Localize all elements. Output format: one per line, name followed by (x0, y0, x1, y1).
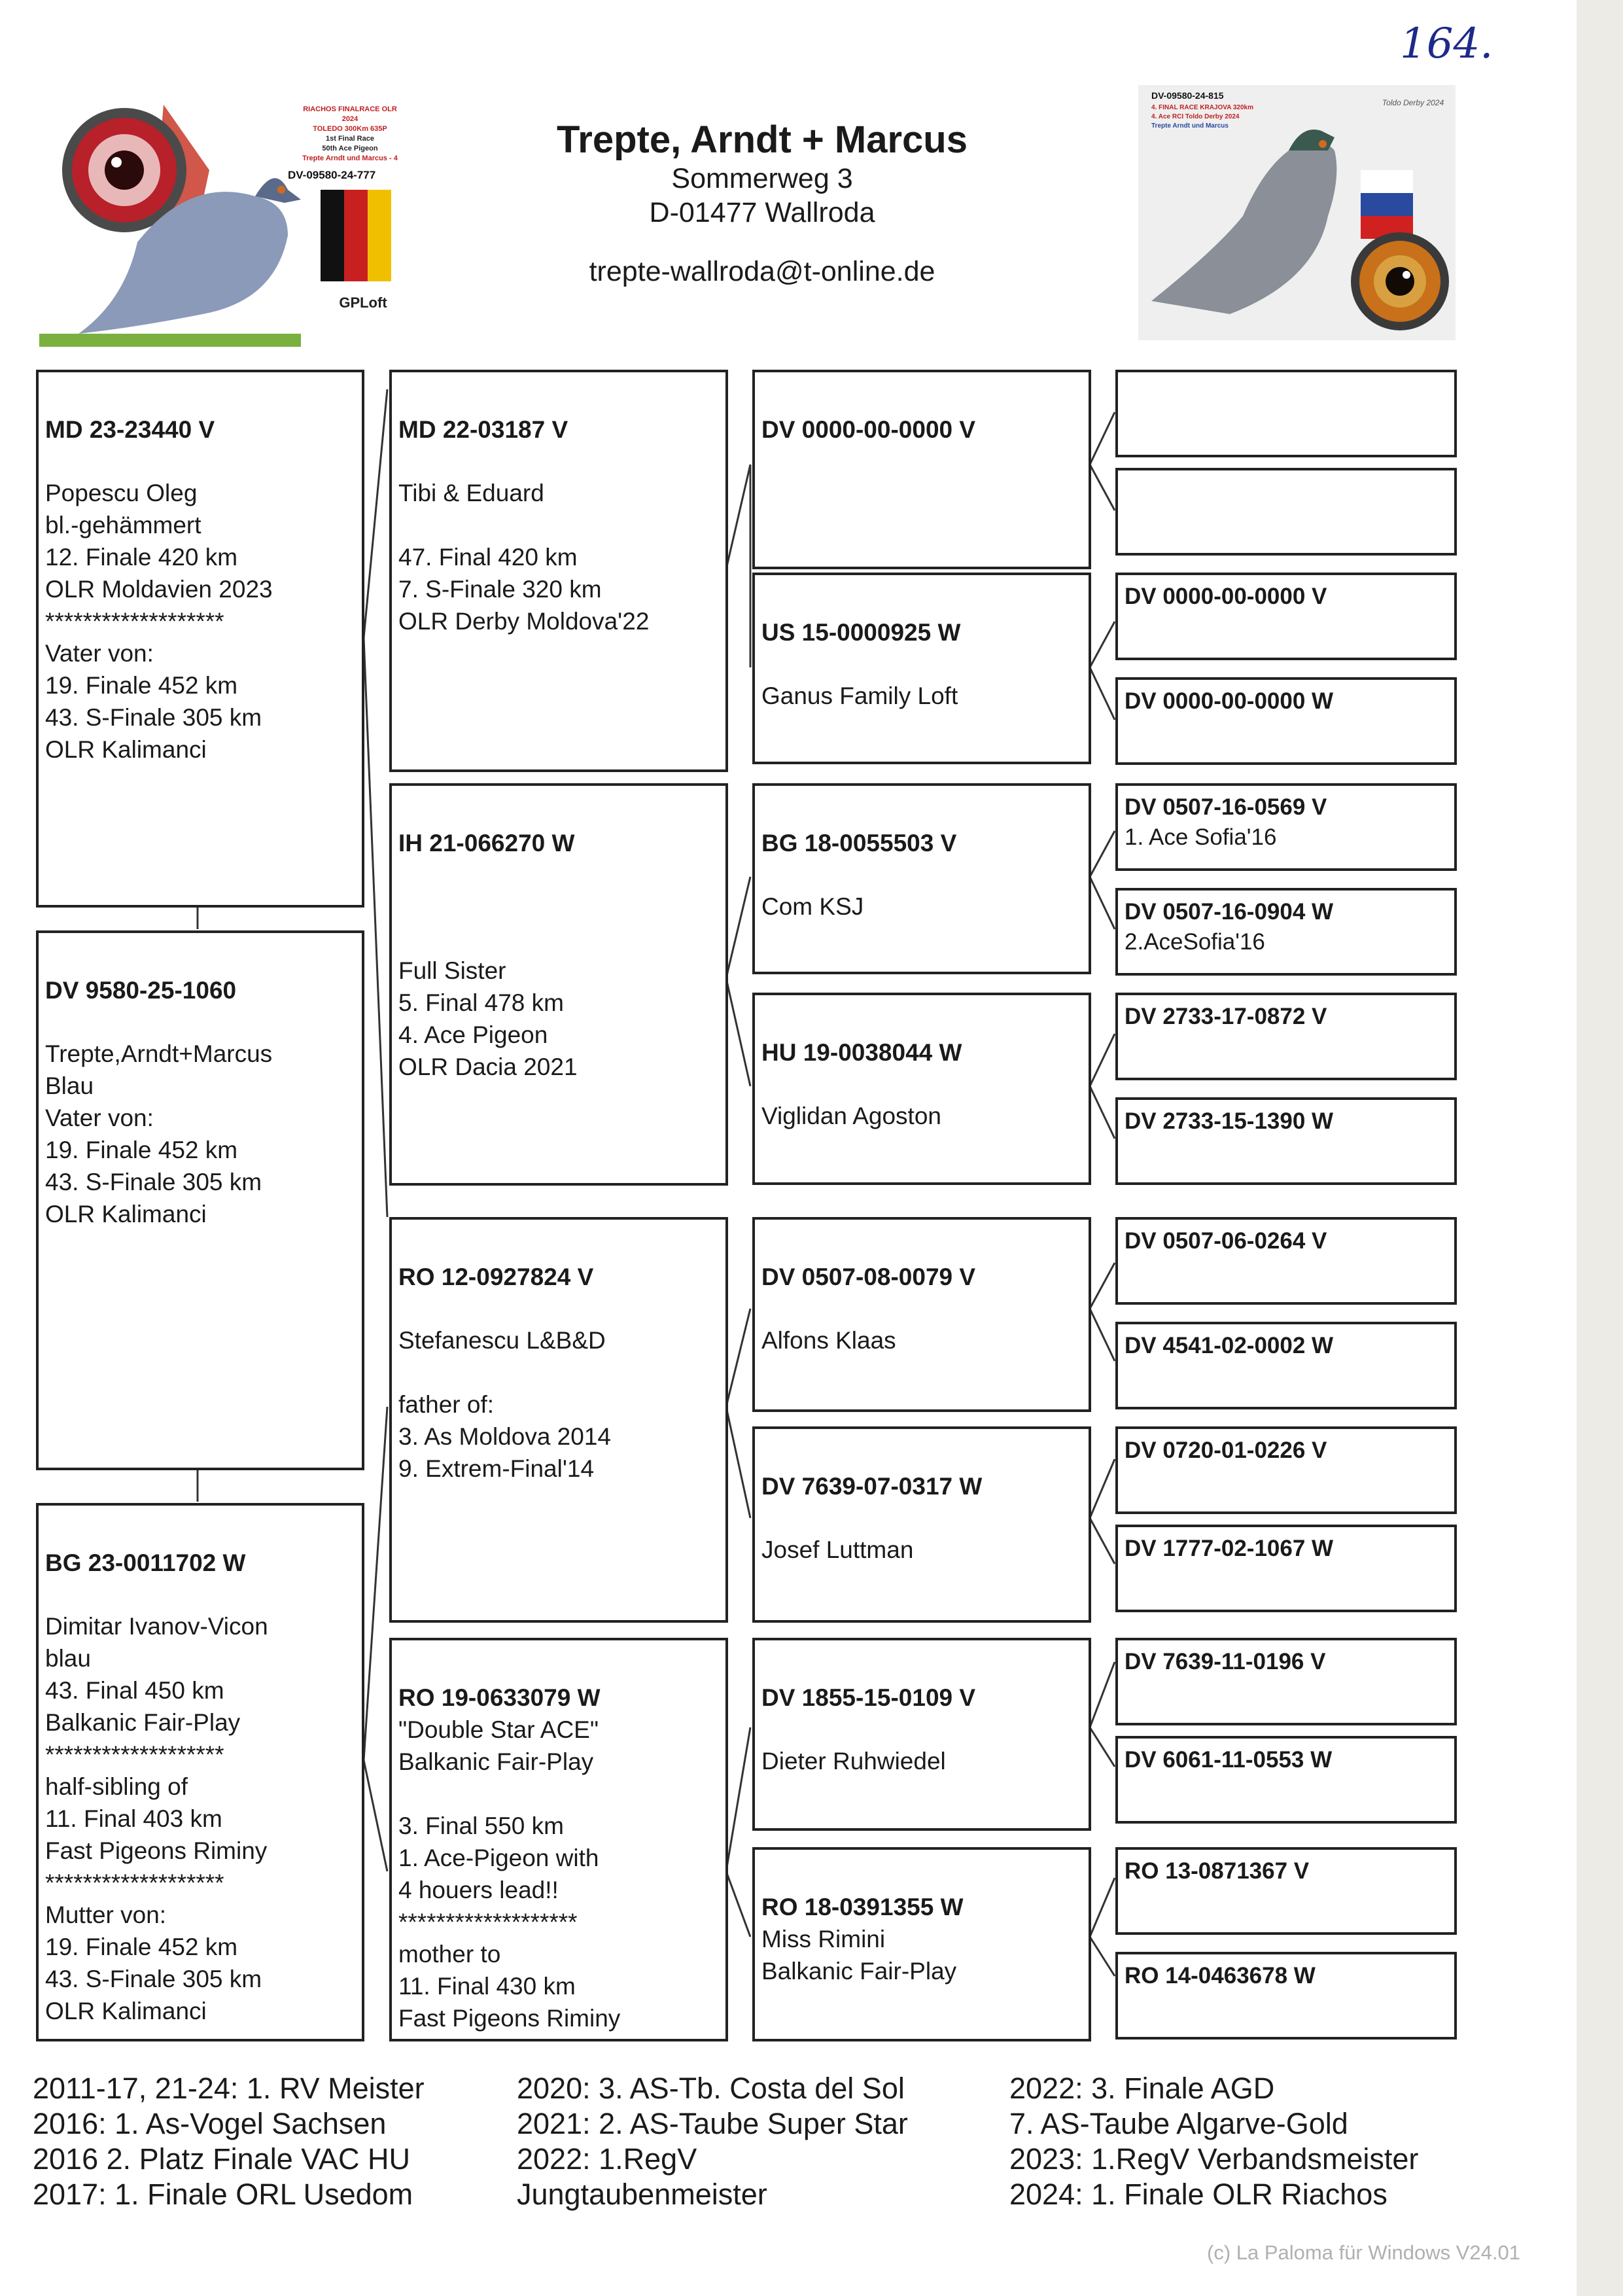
ring-number: RO 13-0871367 V (1125, 1858, 1310, 1884)
ring-number: RO 19-0633079 W (398, 1684, 601, 1711)
pigeon-details: "Double Star ACE" Balkanic Fair-Play 3. Final 550 km 1. Ace-Pigeon with 4 houers lead!! ******************* mother to 11. Final 430 km Fast Pigeons Riminy (398, 1716, 621, 2032)
pedigree-box-gen4[interactable] (1115, 1736, 1457, 1824)
pedigree-box-gen3[interactable] (752, 1847, 1091, 2041)
ring-number: IH 21-066270 W (398, 830, 575, 857)
pedigree-box-gen3[interactable] (752, 573, 1091, 764)
ring-number: DV 0000-00-0000 V (761, 416, 976, 443)
ring-number: BG 18-0055503 V (761, 830, 957, 857)
pedigree-box-gen4[interactable] (1115, 370, 1457, 457)
ring-number: DV 7639-11-0196 V (1125, 1649, 1326, 1674)
pigeon-details: Dimitar Ivanov-Vicon blau 43. Final 450 km Balkanic Fair-Play ******************* half-sibling of 11. Final 403 km Fast Pigeons Riminy ******************* Mutter von: 19. Finale 452 km 43. S-Finale 305 km OLR Kalimanci (45, 1613, 268, 2024)
pedigree-box-gen3[interactable] (752, 1217, 1091, 1412)
ring-number: DV 0507-08-0079 V (761, 1263, 976, 1290)
caption-line: 50th Ace Pigeon (322, 145, 378, 152)
ring-number: RO 14-0463678 W (1125, 1963, 1316, 1988)
ring-number: DV 0507-16-0904 W (1125, 899, 1334, 925)
left-photo-ring: DV-09580-24-777 (288, 169, 376, 181)
ring-number: DV 2733-15-1390 W (1125, 1108, 1334, 1134)
caption-line: TOLEDO 300Km 635P (313, 125, 387, 133)
ring-number: DV 0720-01-0226 V (1125, 1438, 1327, 1463)
gploft-logo: GPLoft (339, 294, 387, 311)
pedigree-box-dam[interactable] (36, 1503, 364, 2041)
pigeon-details: 2.AceSofia'16 (1125, 929, 1265, 955)
ring-number: DV 1855-15-0109 V (761, 1684, 976, 1711)
pedigree-box-dam-sire[interactable] (389, 1217, 728, 1623)
pedigree-box-gen4[interactable] (1115, 783, 1457, 871)
pigeon-details: Stefanescu L&B&D father of: 3. As Moldova 2014 9. Extrem-Final'14 (398, 1327, 611, 1482)
ring-number: DV 0000-00-0000 V (1125, 584, 1327, 609)
ring-number: DV 0000-00-0000 W (1125, 688, 1334, 714)
ring-number: RO 12-0927824 V (398, 1263, 594, 1290)
ring-number: DV 2733-17-0872 V (1125, 1004, 1327, 1029)
ring-number: RO 18-0391355 W (761, 1894, 964, 1920)
ring-number: DV 6061-11-0553 W (1125, 1747, 1333, 1773)
achievements-column-2: 2020: 3. AS-Tb. Costa del Sol 2021: 2. AS-Taube Super Star 2022: 1.RegV Jungtaubenmeister (517, 2072, 908, 2211)
pigeon-details: Viglidan Agoston (761, 1103, 941, 1129)
ring-number: DV 9580-25-1060 (45, 977, 237, 1004)
pigeon-details: Ganus Family Loft (761, 682, 958, 709)
caption-line: 4. Ace RCI Toldo Derby 2024 (1151, 113, 1240, 120)
pigeon-details: Alfons Klaas (761, 1327, 896, 1354)
pedigree-box-dam-dam[interactable] (389, 1638, 728, 2041)
pigeon-details: Com KSJ (761, 893, 864, 920)
pedigree-box-gen3[interactable] (752, 370, 1091, 569)
breeder-street: Sommerweg 3 (671, 163, 853, 194)
scan-edge (1577, 0, 1623, 2296)
caption-line: RIACHOS FINALRACE OLR 2024 (303, 105, 397, 123)
achievements-column-3: 2022: 3. Finale AGD 7. AS-Taube Algarve-Gold 2023: 1.RegV Verbandsmeister 2024: 1. Finale OLR Riachos (1009, 2072, 1419, 2211)
pedigree-box-gen4[interactable] (1115, 1952, 1457, 2040)
breeder-email[interactable]: trepte-wallroda@t-online.de (589, 256, 935, 287)
caption-line: 1st Final Race (326, 135, 374, 143)
ring-number: HU 19-0038044 W (761, 1039, 962, 1066)
pedigree-box-gen4[interactable] (1115, 1097, 1457, 1185)
pedigree-box-gen4[interactable] (1115, 1525, 1457, 1612)
pigeon-details: Trepte,Arndt+Marcus Blau Vater von: 19. Finale 452 km 43. S-Finale 305 km OLR Kalimanci (45, 1040, 273, 1227)
pigeon-details: 1. Ace Sofia'16 (1125, 824, 1277, 850)
derby-badge: Toldo Derby 2024 (1382, 98, 1444, 107)
pedigree-box-sire-dam[interactable] (389, 783, 728, 1186)
caption-line: 4. FINAL RACE KRAJOVA 320km (1151, 104, 1253, 111)
pedigree-box-sire[interactable] (36, 370, 364, 908)
pigeon-details: Full Sister 5. Final 478 km 4. Ace Pigeon OLR Dacia 2021 (398, 957, 578, 1080)
caption-line: Trepte Arndt und Marcus - 4 (302, 154, 398, 162)
ring-number: DV 0507-16-0569 V (1125, 794, 1327, 820)
right-photo-ring: DV-09580-24-815 (1151, 90, 1224, 101)
pigeon-details: Popescu Oleg bl.-gehämmert 12. Finale 420 km OLR Moldavien 2023 ******************* Vater von: 19. Finale 452 km 43. S-Finale 305 km OLR Kalimanci (45, 480, 273, 763)
pigeon-details: Miss Rimini Balkanic Fair-Play (761, 1926, 957, 1985)
pedigree-box-gen4[interactable] (1115, 573, 1457, 660)
pedigree-box-gen4[interactable] (1115, 677, 1457, 765)
ring-number: US 15-0000925 W (761, 619, 961, 646)
pedigree-box-gen4[interactable] (1115, 1638, 1457, 1725)
pedigree-box-subject[interactable] (36, 930, 364, 1470)
pedigree-box-gen4[interactable] (1115, 468, 1457, 556)
ring-number: DV 4541-02-0002 W (1125, 1333, 1334, 1358)
pedigree-box-sire-sire[interactable] (389, 370, 728, 772)
pedigree-box-gen4[interactable] (1115, 1217, 1457, 1305)
pigeon-details: Josef Luttman (761, 1536, 914, 1563)
pigeon-details: Tibi & Eduard 47. Final 420 km 7. S-Finale 320 km OLR Derby Moldova'22 (398, 480, 650, 635)
ring-number: MD 23-23440 V (45, 416, 215, 443)
pedigree-box-gen3[interactable] (752, 783, 1091, 974)
pigeon-details: Dieter Ruhwiedel (761, 1748, 946, 1775)
software-footer: (c) La Paloma für Windows V24.01 (1207, 2241, 1520, 2264)
breeder-name: Trepte, Arndt + Marcus (557, 118, 968, 161)
ring-number: DV 1777-02-1067 W (1125, 1536, 1334, 1561)
pedigree-box-gen3[interactable] (752, 1638, 1091, 1831)
pedigree-box-gen4[interactable] (1115, 1847, 1457, 1935)
ring-number: DV 7639-07-0317 W (761, 1473, 983, 1500)
ring-number: BG 23-0011702 W (45, 1549, 246, 1576)
caption-line: Trepte Arndt und Marcus (1151, 122, 1229, 130)
achievements-column-1: 2011-17, 21-24: 1. RV Meister 2016: 1. As-Vogel Sachsen 2016 2. Platz Finale VAC HU 2017: 1. Finale ORL Usedom (33, 2072, 425, 2211)
ring-number: MD 22-03187 V (398, 416, 568, 443)
pedigree-box-gen4[interactable] (1115, 1426, 1457, 1514)
pedigree-box-gen4[interactable] (1115, 993, 1457, 1080)
pedigree-box-gen4[interactable] (1115, 888, 1457, 976)
pedigree-box-gen3[interactable] (752, 1426, 1091, 1623)
pedigree-box-gen4[interactable] (1115, 1322, 1457, 1409)
handwritten-page-number: 164. (1400, 20, 1493, 68)
breeder-city: D-01477 Wallroda (649, 197, 875, 228)
ring-number: DV 0507-06-0264 V (1125, 1228, 1327, 1254)
pedigree-box-gen3[interactable] (752, 993, 1091, 1185)
